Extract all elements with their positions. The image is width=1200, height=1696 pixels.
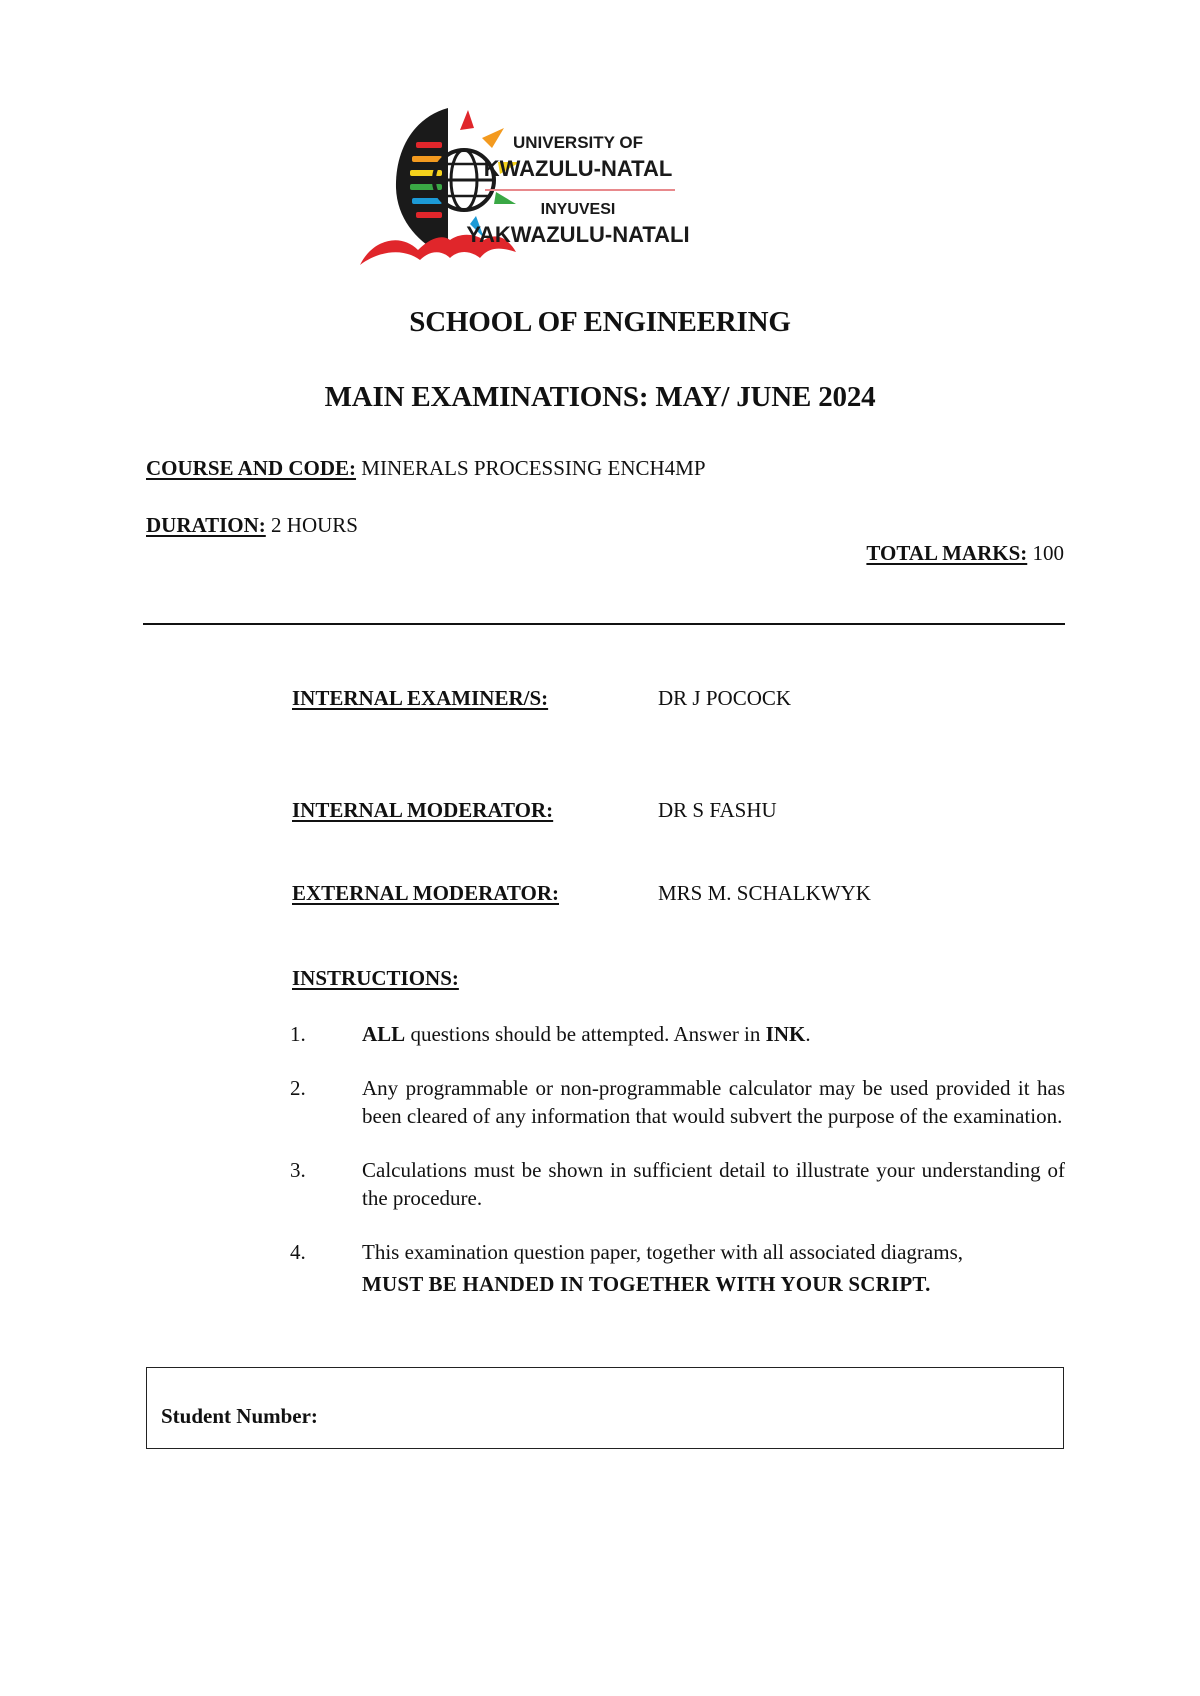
total-marks-label: TOTAL MARKS: (866, 541, 1028, 565)
school-title: SCHOOL OF ENGINEERING (409, 306, 791, 338)
horizontal-divider (143, 623, 1065, 625)
internal-moderator-label: INTERNAL MODERATOR: (292, 798, 554, 822)
logo-line-4: YAKWAZULU-NATALI (466, 222, 690, 247)
duration-row (146, 513, 358, 538)
instruction-number: 3. (290, 1158, 306, 1182)
internal-examiner-label: INTERNAL EXAMINER/S: (292, 686, 549, 710)
course-label: COURSE AND CODE: (146, 456, 357, 480)
logo-line-3: INYUVESI (540, 201, 616, 218)
instruction-text (362, 1238, 1065, 1298)
external-moderator-value: MRS M. SCHALKWYK (658, 881, 871, 905)
student-number-label: Student Number: (161, 1404, 318, 1428)
instruction-text-part: questions should be attempted. Answer in (405, 1022, 766, 1046)
instructions-list (290, 1020, 1065, 1298)
instruction-text: Calculations must be shown in sufficient detail to illustrate your understanding of the procedure. (362, 1158, 1065, 1210)
logo-line-2: KWAZULU-NATAL (483, 156, 673, 181)
internal-examiner-value: DR J POCOCK (658, 686, 792, 710)
instruction-number: 1. (290, 1022, 306, 1046)
instruction-text (362, 1020, 1065, 1048)
total-marks-value: 100 (1032, 541, 1064, 565)
total-marks-row (866, 541, 1064, 566)
duration-label: DURATION: (146, 513, 266, 537)
internal-moderator-value: DR S FASHU (658, 798, 777, 822)
instruction-bold-all: ALL (362, 1022, 406, 1046)
list-item (290, 1020, 1065, 1048)
instruction-text-end: . (805, 1022, 811, 1046)
instruction-number: 4. (290, 1240, 306, 1264)
university-logo (360, 100, 750, 275)
duration-value: 2 HOURS (271, 513, 358, 537)
instruction-number: 2. (290, 1076, 306, 1100)
logo-line-1: UNIVERSITY OF (512, 133, 644, 152)
list-item (290, 1156, 1065, 1212)
course-row (146, 456, 706, 481)
instruction-bold-ink: INK (765, 1022, 806, 1046)
list-item (290, 1238, 1065, 1298)
course-value: MINERALS PROCESSING ENCH4MP (361, 456, 706, 480)
instruction-text-part: This examination question paper, together with all associated diagrams, (362, 1240, 963, 1264)
exam-title: MAIN EXAMINATIONS: MAY/ JUNE 2024 (324, 381, 876, 413)
external-moderator-label: EXTERNAL MODERATOR: (292, 881, 560, 905)
list-item (290, 1074, 1065, 1130)
instructions-heading: INSTRUCTIONS: (292, 966, 459, 990)
student-number-box[interactable] (146, 1367, 1064, 1449)
instruction-text: Any programmable or non-programmable calculator may be used provided it has been cleared of any information that would subvert the purpose of the examination. (362, 1076, 1065, 1128)
instruction-caps-notice: MUST BE HANDED IN TOGETHER WITH YOUR SCRIPT. (362, 1272, 931, 1296)
